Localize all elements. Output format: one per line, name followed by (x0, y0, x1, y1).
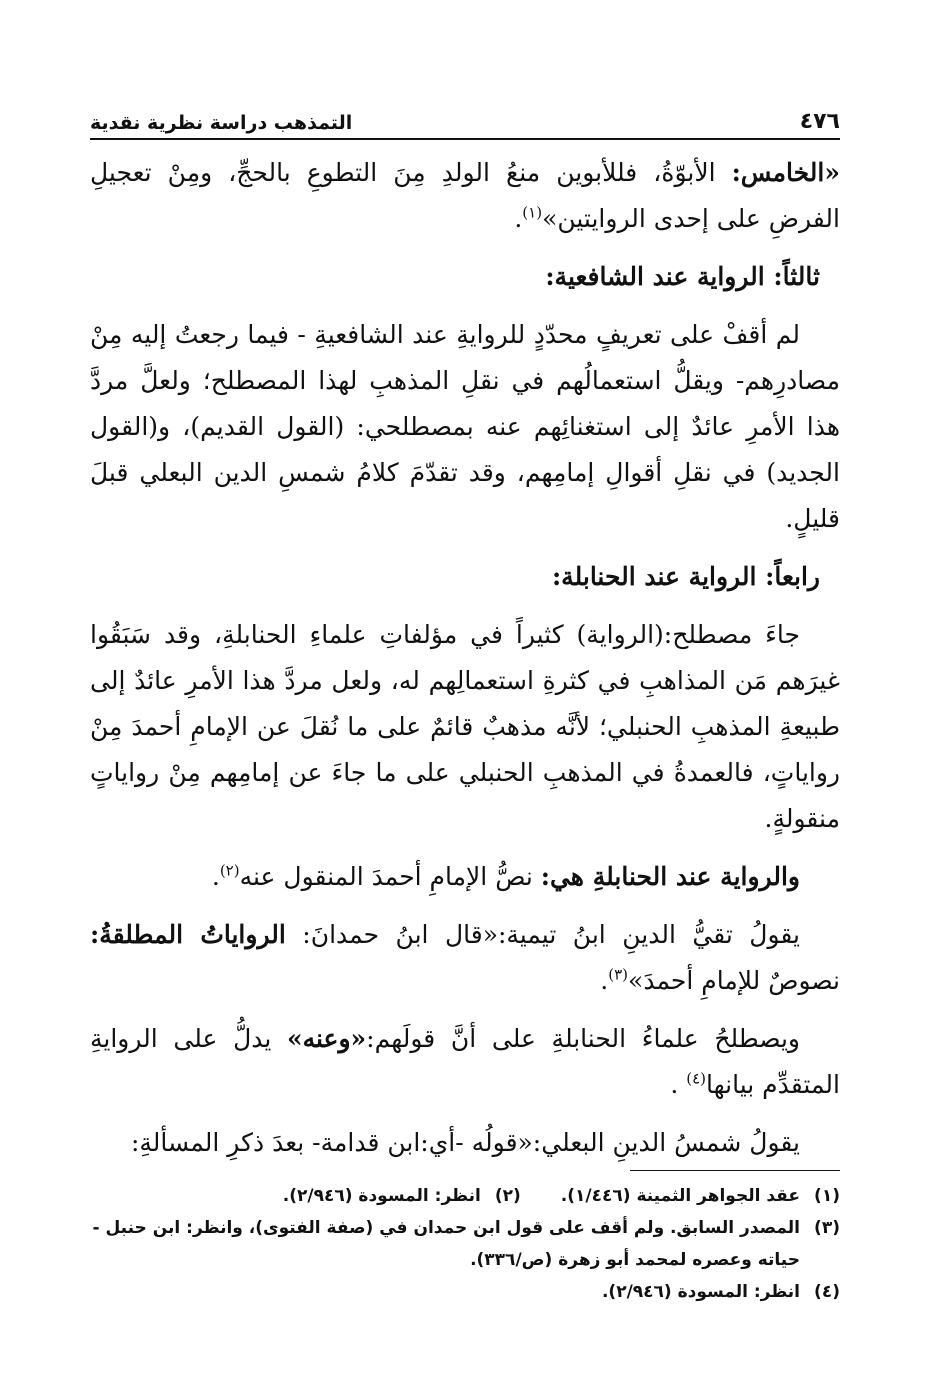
footnote-3-continuation: حياته وعصره لمحمد أبو زهرة (ص/٣٣٦). (470, 1250, 800, 1270)
paragraph-wa-anhu (90, 1016, 840, 1108)
paragraph-ibn-taymiyya-text2: نصوصٌ للإمامِ أحمدَ» (628, 966, 840, 995)
footnote-2 (283, 1180, 521, 1212)
footnote-row-1-2 (90, 1180, 840, 1212)
paragraph-wa-anhu-text2: يدلُّ على الروايةِ المتقدِّم بيانها (90, 1024, 840, 1099)
footnote-3-text: المصدر السابق. ولم أقف على قول ابن حمدان في (صفة الفتوى)، وانظر: ابن حنبل - (92, 1218, 800, 1238)
paragraph-ibn-taymiyya (90, 912, 840, 1004)
paragraph-wa-anhu-end: . (670, 1070, 687, 1099)
paragraph-hanbali: جاءَ مصطلح:(الرواية) كثيراً في مؤلفاتِ علماءِ الحنابلةِ، وقد سَبَقُوا غيرَهم مَن المذاهبِ في كثرةِ استعمالِهم له، ولعل مردَّ هذا الأمرِ عائدٌ إلى طبيعةِ المذهبِ الحنبلي؛ لأنَّه مذهبٌ قائمٌ على ما نُقلَ عن الإمامِ أحمدَ مِنْ رواياتٍ، فالعمدةُ في المذهبِ الحنبلي على ما جاءَ عن إمامِهم مِنْ رواياتٍ منقولةٍ. (90, 620, 840, 833)
page-header (90, 94, 840, 140)
footnote-4-number: (٤) (814, 1282, 840, 1302)
heading-hanbali: رابعاً: الرواية عند الحنابلة: (551, 562, 820, 591)
footnote-3-number: (٣) (814, 1218, 840, 1238)
footnote-4-text: انظر: المسودة (٢/٩٤٦). (601, 1282, 800, 1302)
paragraph-definition-end: . (211, 862, 220, 891)
paragraph-ibn-taymiyya-bold: الرواياتُ المطلقةُ: (90, 920, 286, 949)
footnote-ref-3: (٣) (608, 965, 629, 984)
footnote-divider (630, 1170, 840, 1171)
footnote-ref-2: (٢) (219, 861, 240, 880)
paragraph-fifth-lead: «الخامس: (731, 158, 840, 187)
paragraph-fifth-text: الأبوّةُ، فللأبوين منعُ الولدِ مِنَ التطوعِ بالحجِّ، ومِنْ تعجيلِ الفرضِ على إحدى الروايتين» (90, 158, 840, 233)
paragraph-ibn-taymiyya-text: يقولُ تقيُّ الدينِ ابنُ تيمية:«قال ابنُ حمدانَ: (285, 920, 800, 949)
paragraph-ibn-taymiyya-end: . (600, 966, 609, 995)
paragraph-definition-text: نصُّ الإمامِ أحمدَ المنقول عنه (239, 862, 541, 891)
footnote-2-number: (٢) (494, 1186, 521, 1206)
footnote-1-text: عقد الجواهر الثمينة (١/٤٤٦). (560, 1186, 800, 1206)
footnote-ref-1: (١) (522, 203, 543, 222)
paragraph-definition-lead: والرواية عند الحنابلةِ هي: (540, 862, 800, 891)
footnote-1-number: (١) (814, 1186, 840, 1206)
page-number: ٤٧٦ (799, 109, 840, 134)
footnote-4 (90, 1276, 840, 1308)
footnote-2-text: انظر: المسودة (٢/٩٤٦). (282, 1186, 481, 1206)
paragraph-fifth (90, 150, 840, 242)
paragraph-wa-anhu-bold: «وعنه» (286, 1024, 367, 1053)
footnote-3 (90, 1212, 840, 1244)
paragraph-shafii: لم أقفْ على تعريفٍ محدّدٍ للروايةِ عند الشافعيةِ - فيما رجعتُ إليه مِنْ مصادرِهم- ويقلُّ استعمالُهم في نقلِ المذهبِ لهذا المصطلح؛ ولعلَّ مردَّ هذا الأمرِ عائدٌ إلى استغنائِهم عنه بمصطلحي: (القول القديم)، و(القول الجديد) في نقلِ أقوالِ إمامِهم، وقد تقدّمَ كلامُ شمسِ الدين البعلي قبلَ قليلٍ. (90, 320, 840, 533)
footnotes (90, 1180, 840, 1308)
heading-shafii: ثالثاً: الرواية عند الشافعية: (545, 262, 820, 291)
paragraph-definition (90, 854, 840, 900)
footnote-1 (561, 1180, 840, 1212)
paragraph-wa-anhu-text: ويصطلحُ علماءُ الحنابلةِ على أنَّ قولَهم: (366, 1024, 800, 1053)
paragraph-baali: يقولُ شمسُ الدينِ البعلي:«قولُه -أي:ابن قدامة- بعدَ ذكرِ المسألةِ: (130, 1128, 800, 1157)
footnote-ref-4: (٤) (686, 1069, 707, 1088)
body-text (90, 150, 840, 1178)
paragraph-fifth-end: . (514, 204, 523, 233)
running-title: التمذهب دراسة نظرية نقدية (90, 112, 353, 134)
